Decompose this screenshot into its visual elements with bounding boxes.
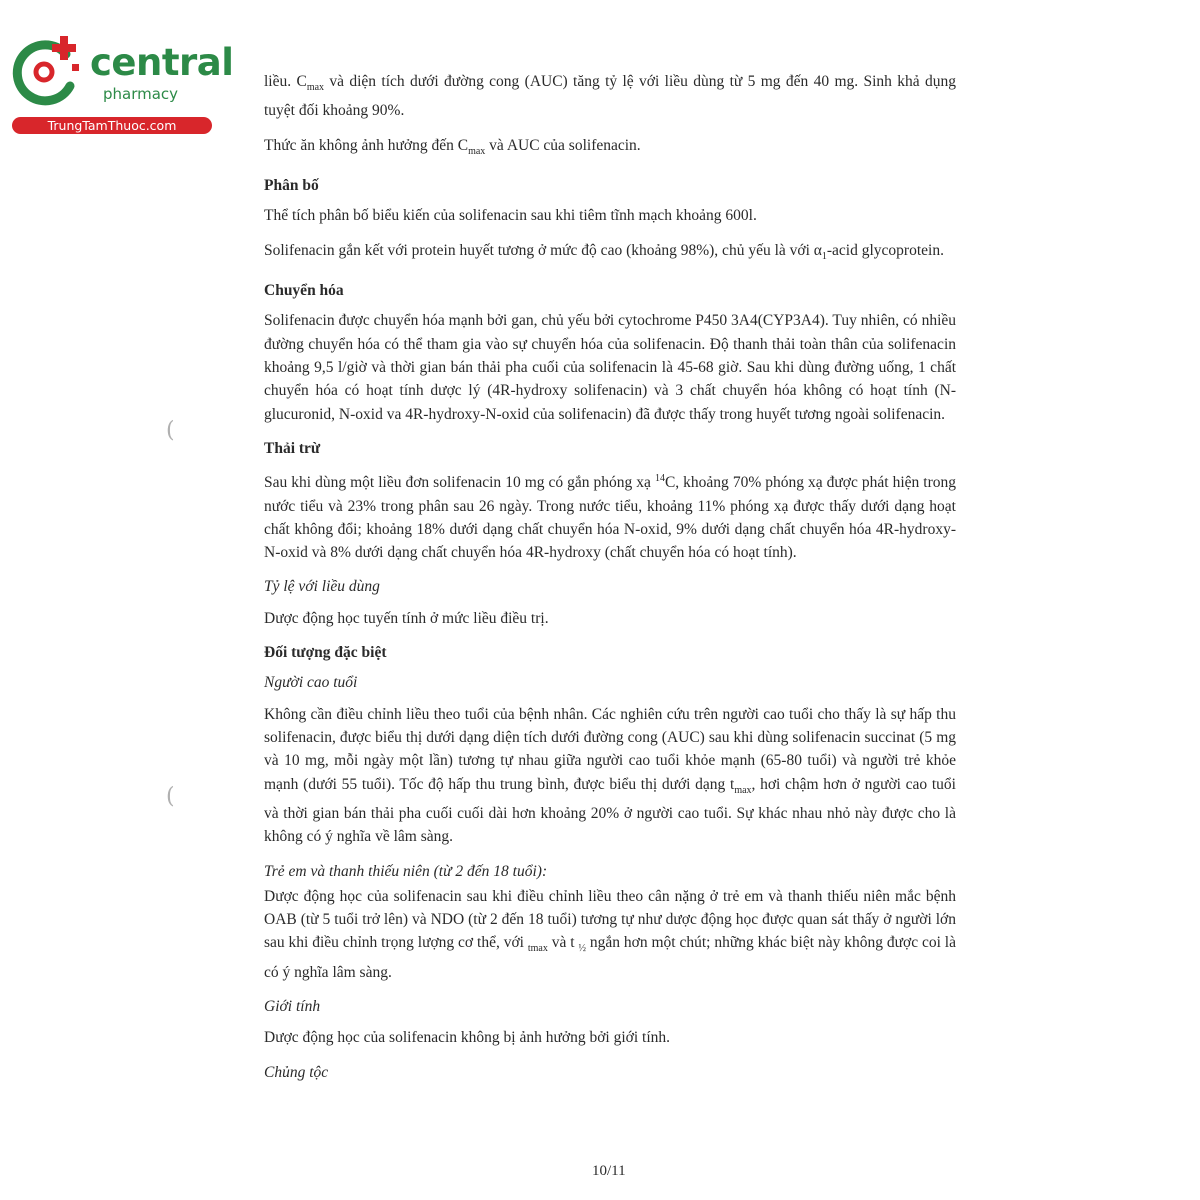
section-heading: Đối tượng đặc biệt [264,644,387,662]
document-body [264,70,956,1092]
logo-subtitle: pharmacy [103,85,179,103]
scan-mark: ( [166,784,175,809]
subsection-heading: Tỷ lệ với liều dùng [264,578,380,596]
paragraph: liều. $C_{max}$ và diện tích dưới đường cong (AUC) tăng tỷ lệ với liều dùng từ 5 mg đến 40 mg. Sinh khả dụng tuyệt đối khoảng 90%. [264,73,956,120]
subsection-heading: Giới tính [264,998,321,1016]
section-heading: Phân bố [264,177,319,195]
paragraph: Dược động học của solifenacin sau khi điều chỉnh liều theo cân nặng ở trẻ em và thanh thiếu niên mắc bệnh OAB (từ 5 tuổi trở lên) và NDO (từ 2 đến 18 tuổi) tương tự như dược động học được quan sát thấy ở người lớn sau khi điều chỉnh trọng lượng cơ thể, với $_{tmax}$ và t $_{\frac{1}{2}}$ ngắn hơn một chút; những khác biệt này không được coi là có ý nghĩa lâm sàng. [264,887,956,981]
scan-mark: ( [166,418,175,443]
central-pharmacy-logo [8,34,234,144]
pharmacy-cross-icon [8,34,90,116]
logo-website: TrungTamThuoc.com [12,117,212,134]
paragraph: Dược động học của solifenacin không bị ảnh hưởng bởi giới tính. [264,1029,671,1047]
paragraph: Dược động học tuyến tính ở mức liều điều trị. [264,609,549,627]
paragraph: Solifenacin được chuyển hóa mạnh bởi gan, chủ yếu bởi cytochrome P450 3A4(CYP3A4). Tuy nhiên, có nhiều đường chuyển hóa có thể tham gia vào sự chuyển hóa của solifenacin. Độ thanh thải toàn thân của solifenacin khoảng 9,5 l/giờ và thời gian bán thải pha cuối của solifenacin là 45-68 giờ. Sau khi dùng đường uống, 1 chất chuyển hóa có hoạt tính dược lý (4R-hydroxy solifenacin) và 3 chất chuyển hóa không có hoạt tính (N-glucuronid, N-oxid va 4R-hydroxy-N-oxid của solifenacin) đã được thấy trong huyết tương ngoài solifenacin. [264,312,956,423]
logo-name: central [90,41,234,84]
subsection-heading: Trẻ em và thanh thiếu niên (từ 2 đến 18 tuổi): [264,862,548,880]
paragraph: Không cần điều chỉnh liều theo tuổi của bệnh nhân. Các nghiên cứu trên người cao tuổi cho thấy là sự hấp thu solifenacin, được biểu thị dưới dạng diện tích dưới đường cong (AUC) sau khi dùng solifenacin succinat (5 mg và 10 mg, mỗi ngày một lần) tương tự nhau giữa người cao tuổi khỏe mạnh (65-80 tuổi) và người trẻ khỏe mạnh (dưới 55 tuổi). Tốc độ hấp thu trung bình, được biểu thị dưới dạng $t_{max}$, hơi chậm hơn ở người cao tuổi và thời gian bán thải pha cuối cuối dài hơn khoảng 20% ở người cao tuổi. Sự khác nhau nhỏ này được cho là không có ý nghĩa về lâm sàng. [264,705,956,846]
paragraph: Thức ăn không ảnh hưởng đến $C_{max}$ và AUC của solifenacin. [264,136,641,157]
paragraph: Sau khi dùng một liều đơn solifenacin 10 mg có gắn phóng xạ $^{14}$C, khoảng 70% phóng xạ được phát hiện trong nước tiểu và 23% trong phân sau 26 ngày. Trong nước tiểu, khoảng 11% phóng xạ được thấy dưới dạng hoạt chất không đổi; khoảng 18% dưới dạng chất chuyển hóa N-oxid, 9% dưới dạng chất chuyển hóa 4R-hydroxy-N-oxid và 8% dưới dạng chất chuyển hóa 4R-hydroxy (chất chuyển hóa có hoạt tính). [264,473,956,562]
paragraph: Solifenacin gắn kết với protein huyết tương ở mức độ cao (khoảng 98%), chủ yếu là với $\alpha_1$-acid glycoprotein. [264,241,944,262]
section-heading: Thải trừ [264,439,321,457]
subsection-heading: Người cao tuổi [264,674,358,692]
page-number: 10/11 [592,1163,626,1179]
subsection-heading: Chủng tộc [264,1063,329,1081]
paragraph: Thể tích phân bố biểu kiến của solifenacin sau khi tiêm tĩnh mạch khoảng 600l. [264,207,757,225]
section-heading: Chuyển hóa [264,282,344,300]
